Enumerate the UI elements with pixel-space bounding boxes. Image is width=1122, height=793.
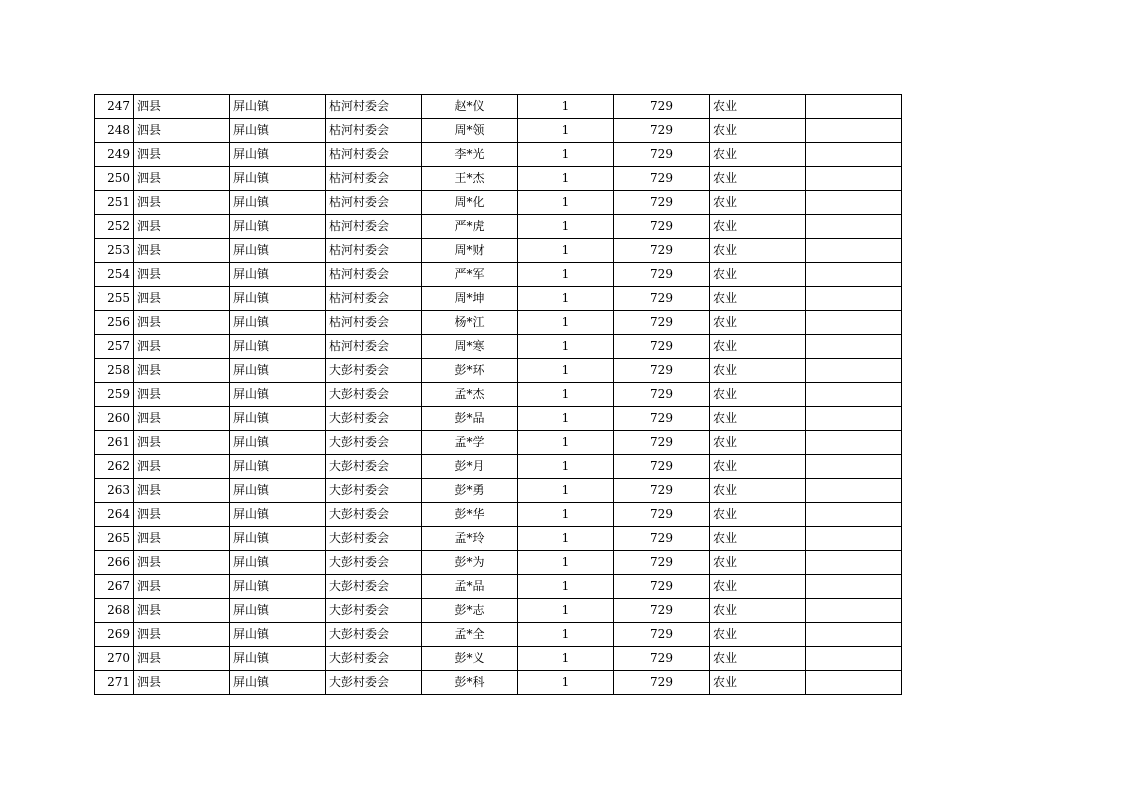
amount-cell: 729	[614, 431, 710, 455]
person-name-cell: 周*领	[422, 119, 518, 143]
county-cell: 泗县	[134, 479, 230, 503]
count-cell: 1	[518, 143, 614, 167]
person-name-cell: 周*寒	[422, 335, 518, 359]
person-name-cell: 周*财	[422, 239, 518, 263]
count-cell: 1	[518, 359, 614, 383]
county-cell: 泗县	[134, 167, 230, 191]
row-index-cell: 267	[95, 575, 134, 599]
town-cell: 屏山镇	[230, 575, 326, 599]
note-cell	[806, 359, 902, 383]
person-name-cell: 彭*环	[422, 359, 518, 383]
industry-cell: 农业	[710, 479, 806, 503]
note-cell	[806, 431, 902, 455]
amount-cell: 729	[614, 239, 710, 263]
amount-cell: 729	[614, 551, 710, 575]
person-name-cell: 彭*华	[422, 503, 518, 527]
amount-cell: 729	[614, 575, 710, 599]
amount-cell: 729	[614, 479, 710, 503]
amount-cell: 729	[614, 167, 710, 191]
person-name-cell: 彭*勇	[422, 479, 518, 503]
count-cell: 1	[518, 431, 614, 455]
row-index-cell: 258	[95, 359, 134, 383]
person-name-cell: 孟*全	[422, 623, 518, 647]
row-index-cell: 253	[95, 239, 134, 263]
table-row	[95, 503, 902, 527]
count-cell: 1	[518, 647, 614, 671]
row-index-cell: 255	[95, 287, 134, 311]
person-name-cell: 赵*仪	[422, 95, 518, 119]
person-name-cell: 王*杰	[422, 167, 518, 191]
county-cell: 泗县	[134, 383, 230, 407]
person-name-cell: 彭*科	[422, 671, 518, 695]
county-cell: 泗县	[134, 527, 230, 551]
count-cell: 1	[518, 263, 614, 287]
town-cell: 屏山镇	[230, 143, 326, 167]
town-cell: 屏山镇	[230, 287, 326, 311]
person-name-cell: 孟*杰	[422, 383, 518, 407]
person-name-cell: 彭*月	[422, 455, 518, 479]
count-cell: 1	[518, 551, 614, 575]
amount-cell: 729	[614, 287, 710, 311]
count-cell: 1	[518, 335, 614, 359]
county-cell: 泗县	[134, 143, 230, 167]
village-committee-cell: 枯河村委会	[326, 311, 422, 335]
county-cell: 泗县	[134, 671, 230, 695]
county-cell: 泗县	[134, 215, 230, 239]
industry-cell: 农业	[710, 551, 806, 575]
table-row	[95, 191, 902, 215]
village-committee-cell: 枯河村委会	[326, 167, 422, 191]
table-row	[95, 263, 902, 287]
village-committee-cell: 枯河村委会	[326, 119, 422, 143]
industry-cell: 农业	[710, 599, 806, 623]
town-cell: 屏山镇	[230, 335, 326, 359]
county-cell: 泗县	[134, 263, 230, 287]
village-committee-cell: 枯河村委会	[326, 239, 422, 263]
town-cell: 屏山镇	[230, 167, 326, 191]
village-committee-cell: 大彭村委会	[326, 623, 422, 647]
town-cell: 屏山镇	[230, 263, 326, 287]
town-cell: 屏山镇	[230, 527, 326, 551]
table-row	[95, 167, 902, 191]
row-index-cell: 268	[95, 599, 134, 623]
row-index-cell: 264	[95, 503, 134, 527]
town-cell: 屏山镇	[230, 623, 326, 647]
village-committee-cell: 大彭村委会	[326, 359, 422, 383]
count-cell: 1	[518, 191, 614, 215]
industry-cell: 农业	[710, 671, 806, 695]
amount-cell: 729	[614, 311, 710, 335]
county-cell: 泗县	[134, 119, 230, 143]
row-index-cell: 256	[95, 311, 134, 335]
amount-cell: 729	[614, 143, 710, 167]
industry-cell: 农业	[710, 359, 806, 383]
table-row	[95, 383, 902, 407]
row-index-cell: 259	[95, 383, 134, 407]
note-cell	[806, 479, 902, 503]
village-committee-cell: 大彭村委会	[326, 527, 422, 551]
industry-cell: 农业	[710, 239, 806, 263]
industry-cell: 农业	[710, 95, 806, 119]
industry-cell: 农业	[710, 647, 806, 671]
amount-cell: 729	[614, 95, 710, 119]
amount-cell: 729	[614, 215, 710, 239]
county-cell: 泗县	[134, 599, 230, 623]
table-row	[95, 311, 902, 335]
table-row	[95, 479, 902, 503]
county-cell: 泗县	[134, 551, 230, 575]
county-cell: 泗县	[134, 311, 230, 335]
industry-cell: 农业	[710, 335, 806, 359]
count-cell: 1	[518, 407, 614, 431]
table-row	[95, 527, 902, 551]
county-cell: 泗县	[134, 239, 230, 263]
table-row	[95, 359, 902, 383]
note-cell	[806, 503, 902, 527]
county-cell: 泗县	[134, 95, 230, 119]
village-committee-cell: 大彭村委会	[326, 431, 422, 455]
person-name-cell: 孟*学	[422, 431, 518, 455]
industry-cell: 农业	[710, 167, 806, 191]
industry-cell: 农业	[710, 119, 806, 143]
industry-cell: 农业	[710, 527, 806, 551]
count-cell: 1	[518, 239, 614, 263]
count-cell: 1	[518, 527, 614, 551]
roster-table	[94, 94, 902, 695]
industry-cell: 农业	[710, 383, 806, 407]
count-cell: 1	[518, 479, 614, 503]
industry-cell: 农业	[710, 287, 806, 311]
town-cell: 屏山镇	[230, 599, 326, 623]
town-cell: 屏山镇	[230, 479, 326, 503]
note-cell	[806, 647, 902, 671]
row-index-cell: 269	[95, 623, 134, 647]
amount-cell: 729	[614, 503, 710, 527]
table-row	[95, 599, 902, 623]
industry-cell: 农业	[710, 407, 806, 431]
count-cell: 1	[518, 623, 614, 647]
note-cell	[806, 95, 902, 119]
row-index-cell: 260	[95, 407, 134, 431]
row-index-cell: 257	[95, 335, 134, 359]
county-cell: 泗县	[134, 407, 230, 431]
row-index-cell: 252	[95, 215, 134, 239]
person-name-cell: 孟*品	[422, 575, 518, 599]
count-cell: 1	[518, 575, 614, 599]
village-committee-cell: 枯河村委会	[326, 287, 422, 311]
count-cell: 1	[518, 287, 614, 311]
town-cell: 屏山镇	[230, 359, 326, 383]
person-name-cell: 彭*品	[422, 407, 518, 431]
table-row	[95, 623, 902, 647]
row-index-cell: 247	[95, 95, 134, 119]
amount-cell: 729	[614, 191, 710, 215]
person-name-cell: 彭*义	[422, 647, 518, 671]
row-index-cell: 266	[95, 551, 134, 575]
note-cell	[806, 599, 902, 623]
village-committee-cell: 大彭村委会	[326, 647, 422, 671]
note-cell	[806, 383, 902, 407]
note-cell	[806, 263, 902, 287]
village-committee-cell: 枯河村委会	[326, 215, 422, 239]
amount-cell: 729	[614, 455, 710, 479]
county-cell: 泗县	[134, 455, 230, 479]
table-row	[95, 287, 902, 311]
industry-cell: 农业	[710, 143, 806, 167]
roster-table-body	[95, 95, 902, 695]
industry-cell: 农业	[710, 503, 806, 527]
table-row	[95, 335, 902, 359]
row-index-cell: 250	[95, 167, 134, 191]
row-index-cell: 265	[95, 527, 134, 551]
note-cell	[806, 215, 902, 239]
amount-cell: 729	[614, 623, 710, 647]
count-cell: 1	[518, 167, 614, 191]
town-cell: 屏山镇	[230, 191, 326, 215]
town-cell: 屏山镇	[230, 671, 326, 695]
person-name-cell: 李*光	[422, 143, 518, 167]
county-cell: 泗县	[134, 191, 230, 215]
town-cell: 屏山镇	[230, 647, 326, 671]
count-cell: 1	[518, 455, 614, 479]
row-index-cell: 254	[95, 263, 134, 287]
industry-cell: 农业	[710, 623, 806, 647]
amount-cell: 729	[614, 599, 710, 623]
count-cell: 1	[518, 671, 614, 695]
note-cell	[806, 167, 902, 191]
note-cell	[806, 239, 902, 263]
note-cell	[806, 455, 902, 479]
village-committee-cell: 枯河村委会	[326, 335, 422, 359]
note-cell	[806, 623, 902, 647]
town-cell: 屏山镇	[230, 407, 326, 431]
amount-cell: 729	[614, 671, 710, 695]
table-row	[95, 95, 902, 119]
town-cell: 屏山镇	[230, 311, 326, 335]
count-cell: 1	[518, 215, 614, 239]
person-name-cell: 周*化	[422, 191, 518, 215]
amount-cell: 729	[614, 407, 710, 431]
note-cell	[806, 287, 902, 311]
amount-cell: 729	[614, 335, 710, 359]
amount-cell: 729	[614, 647, 710, 671]
village-committee-cell: 大彭村委会	[326, 551, 422, 575]
village-committee-cell: 枯河村委会	[326, 191, 422, 215]
town-cell: 屏山镇	[230, 431, 326, 455]
village-committee-cell: 大彭村委会	[326, 503, 422, 527]
person-name-cell: 杨*江	[422, 311, 518, 335]
table-row	[95, 215, 902, 239]
person-name-cell: 严*虎	[422, 215, 518, 239]
industry-cell: 农业	[710, 191, 806, 215]
town-cell: 屏山镇	[230, 551, 326, 575]
village-committee-cell: 大彭村委会	[326, 479, 422, 503]
row-index-cell: 251	[95, 191, 134, 215]
village-committee-cell: 枯河村委会	[326, 95, 422, 119]
county-cell: 泗县	[134, 431, 230, 455]
town-cell: 屏山镇	[230, 503, 326, 527]
town-cell: 屏山镇	[230, 95, 326, 119]
table-row	[95, 431, 902, 455]
industry-cell: 农业	[710, 455, 806, 479]
row-index-cell: 270	[95, 647, 134, 671]
table-row	[95, 647, 902, 671]
county-cell: 泗县	[134, 335, 230, 359]
row-index-cell: 261	[95, 431, 134, 455]
person-name-cell: 孟*玲	[422, 527, 518, 551]
town-cell: 屏山镇	[230, 119, 326, 143]
table-row	[95, 671, 902, 695]
town-cell: 屏山镇	[230, 455, 326, 479]
count-cell: 1	[518, 119, 614, 143]
table-row	[95, 239, 902, 263]
person-name-cell: 彭*志	[422, 599, 518, 623]
amount-cell: 729	[614, 527, 710, 551]
village-committee-cell: 大彭村委会	[326, 671, 422, 695]
person-name-cell: 彭*为	[422, 551, 518, 575]
note-cell	[806, 335, 902, 359]
count-cell: 1	[518, 95, 614, 119]
village-committee-cell: 枯河村委会	[326, 143, 422, 167]
count-cell: 1	[518, 311, 614, 335]
amount-cell: 729	[614, 359, 710, 383]
row-index-cell: 249	[95, 143, 134, 167]
county-cell: 泗县	[134, 623, 230, 647]
industry-cell: 农业	[710, 215, 806, 239]
count-cell: 1	[518, 599, 614, 623]
table-row	[95, 455, 902, 479]
note-cell	[806, 407, 902, 431]
table-row	[95, 575, 902, 599]
note-cell	[806, 311, 902, 335]
row-index-cell: 271	[95, 671, 134, 695]
village-committee-cell: 大彭村委会	[326, 599, 422, 623]
county-cell: 泗县	[134, 359, 230, 383]
row-index-cell: 263	[95, 479, 134, 503]
industry-cell: 农业	[710, 575, 806, 599]
note-cell	[806, 143, 902, 167]
note-cell	[806, 551, 902, 575]
table-row	[95, 143, 902, 167]
note-cell	[806, 119, 902, 143]
town-cell: 屏山镇	[230, 383, 326, 407]
amount-cell: 729	[614, 119, 710, 143]
town-cell: 屏山镇	[230, 239, 326, 263]
town-cell: 屏山镇	[230, 215, 326, 239]
amount-cell: 729	[614, 263, 710, 287]
county-cell: 泗县	[134, 287, 230, 311]
industry-cell: 农业	[710, 431, 806, 455]
village-committee-cell: 大彭村委会	[326, 575, 422, 599]
note-cell	[806, 527, 902, 551]
row-index-cell: 262	[95, 455, 134, 479]
table-row	[95, 407, 902, 431]
village-committee-cell: 大彭村委会	[326, 455, 422, 479]
person-name-cell: 周*坤	[422, 287, 518, 311]
industry-cell: 农业	[710, 311, 806, 335]
village-committee-cell: 枯河村委会	[326, 263, 422, 287]
county-cell: 泗县	[134, 575, 230, 599]
table-row	[95, 119, 902, 143]
count-cell: 1	[518, 503, 614, 527]
row-index-cell: 248	[95, 119, 134, 143]
village-committee-cell: 大彭村委会	[326, 407, 422, 431]
count-cell: 1	[518, 383, 614, 407]
amount-cell: 729	[614, 383, 710, 407]
note-cell	[806, 671, 902, 695]
note-cell	[806, 191, 902, 215]
county-cell: 泗县	[134, 503, 230, 527]
industry-cell: 农业	[710, 263, 806, 287]
county-cell: 泗县	[134, 647, 230, 671]
person-name-cell: 严*军	[422, 263, 518, 287]
note-cell	[806, 575, 902, 599]
village-committee-cell: 大彭村委会	[326, 383, 422, 407]
table-row	[95, 551, 902, 575]
